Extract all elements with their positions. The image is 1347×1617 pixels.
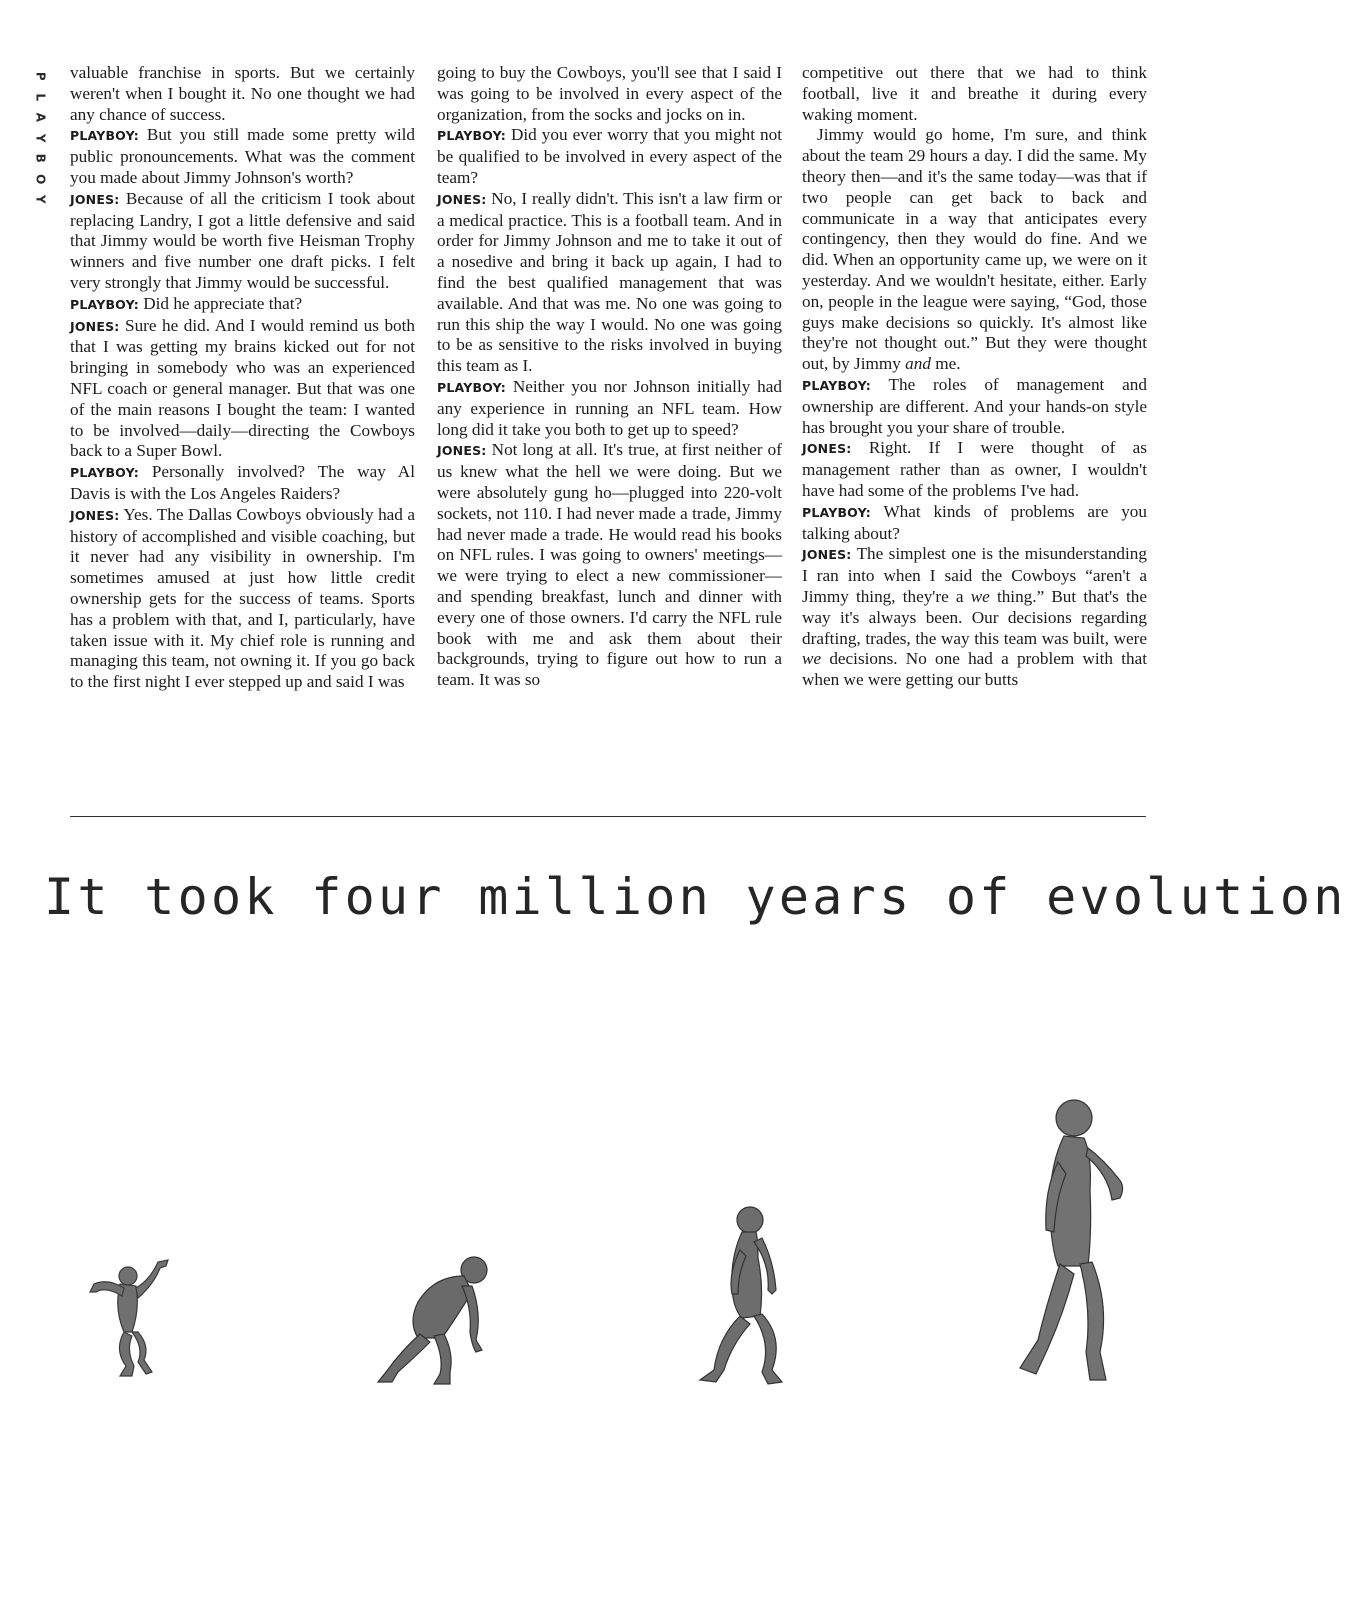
speaker-label: PLAYBOY:: [437, 379, 506, 395]
running-head: [30, 66, 50, 210]
paragraph-text: No, I really didn't. This isn't a law firm or a medical practice. This is a football team. And in order for Jimmy Johnson and me to take it out of a nosedive and bring it back up again, I had to find the best qualified management that was available. And that was me. No one was going to run this ship the way I would. No one was going to be as sensitive to the risks involved in buying this team as I.: [437, 188, 783, 376]
emphasis: we: [970, 586, 990, 606]
running-head-letter: L: [33, 92, 48, 101]
primate-3-icon: [692, 1198, 812, 1393]
paragraph-text: decisions. No one had a problem with that when we were getting our butts: [802, 649, 1148, 690]
paragraph: [802, 375, 1147, 438]
running-head-letter: O: [33, 173, 48, 184]
paragraph: [437, 440, 782, 691]
speaker-label: PLAYBOY:: [70, 465, 139, 481]
speaker-label: PLAYBOY:: [802, 504, 871, 520]
speaker-label: JONES:: [70, 318, 120, 334]
ad-headline: It took four million years of evolution: [44, 868, 1347, 926]
emphasis: we: [802, 649, 822, 669]
primate-1-icon: [80, 1254, 190, 1384]
paragraph-text: Jimmy would go home, I'm sure, and think about the team 29 hours a day. I did the same. My theory then—and it's the same today—was that if two people can get back to back and communicate in a way that anticipates every contingency, then they would do fine. And we did. When an opportunity came up, we were on it yesterday. And we wouldn't hesitate, either. Early on, people in the league were saying, “God, those guys make decisions so quickly. It's almost like they're not thought out.” But they were thought out, by Jimmy: [802, 125, 1147, 374]
paragraph: [802, 125, 1147, 375]
speaker-label: JONES:: [70, 191, 120, 207]
section-divider: [70, 816, 1146, 817]
running-head-letter: A: [33, 112, 48, 122]
paragraph: [437, 125, 782, 188]
primate-4-icon: [1000, 1090, 1150, 1395]
speaker-label: PLAYBOY:: [437, 128, 506, 144]
speaker-label: JONES:: [70, 507, 120, 523]
paragraph: [437, 189, 782, 377]
speaker-label: PLAYBOY:: [802, 377, 871, 393]
paragraph: [70, 63, 415, 125]
paragraph-text: Right. If I were thought of as management rather than as owner, I wouldn't have had some of the problems I've had.: [802, 438, 1147, 500]
speaker-label: JONES:: [802, 547, 852, 563]
paragraph: [437, 377, 782, 440]
paragraph-text: Personally involved? The way Al Davis is with the Los Angeles Raiders?: [70, 462, 415, 503]
running-head-letter: P: [33, 71, 48, 81]
paragraph-text: thing.” But that's the way it's always been. Our decisions regarding drafting, trades, the way this team was built, were: [802, 586, 1148, 648]
paragraph-text: The simplest one is the misunderstanding I ran into when I said the Cowboys “aren't a Jimmy thing, they're a: [802, 544, 1147, 606]
paragraph: [70, 294, 415, 316]
paragraph: [70, 125, 415, 188]
paragraph-text: Because of all the criticism I took about replacing Landry, I got a little defensive and said that Jimmy would be worth five Heisman Trophy winners and five number one draft picks. I felt very strongly that Jimmy would be successful.: [70, 188, 415, 292]
paragraph: [70, 505, 415, 693]
text-column-3: [802, 63, 1147, 691]
speaker-label: PLAYBOY:: [70, 128, 139, 144]
running-head-letter: Y: [33, 133, 48, 143]
paragraph-text: What kinds of problems are you talking about?: [802, 501, 1147, 543]
paragraph-text: Neither you nor Johnson initially had any experience in running an NFL team. How long did it take you both to get up to speed?: [437, 376, 782, 439]
paragraph-text: competitive out there that we had to think football, live it and breathe it during every waking moment.: [802, 63, 1147, 124]
text-column-2: [437, 63, 782, 691]
paragraph-text: The roles of management and ownership are different. And your hands-on style has brought you your share of trouble.: [802, 374, 1147, 437]
paragraph-text: But you still made some pretty wild public pronouncements. What was the comment you made about Jimmy Johnson's worth?: [70, 125, 415, 187]
paragraph: [802, 544, 1147, 691]
paragraph: [802, 502, 1147, 545]
emphasis: and: [905, 354, 931, 374]
paragraph: [437, 63, 782, 125]
paragraph-text: Sure he did. And I would remind us both that I was getting my brains kicked out for not bringing in somebody who was an experienced NFL coach or general manager. But that was one of the main reasons I bought the team: I wanted to be involved—daily—directing the Cowboys back to a Super Bowl.: [70, 315, 416, 461]
speaker-label: JONES:: [802, 441, 852, 457]
paragraph: [70, 462, 415, 505]
primate-2-icon: [372, 1246, 512, 1391]
paragraph: [802, 63, 1147, 125]
text-column-1: [70, 63, 415, 693]
speaker-label: PLAYBOY:: [70, 296, 139, 312]
running-head-letter: B: [33, 153, 48, 163]
paragraph-text: Not long at all. It's true, at first neither of us knew what the hell we were doing. But we were absolutely gung ho—plugged into 220-volt sockets, not 110. I had never made a trade, Jimmy had never made a trade. He would read his books on NFL rules. I was going to owners' meetings—we were trying to elect a new commissioner—and spending breakfast, lunch and dinner with every one of those owners. I'd carry the NFL rule book with me and ask them about their backgrounds, trying to figure out how to run a team. It was so: [437, 440, 782, 690]
paragraph-text: valuable franchise in sports. But we certainly weren't when I bought it. No one thought we had any chance of success.: [70, 63, 415, 124]
running-head-letter: Y: [33, 194, 48, 204]
speaker-label: JONES:: [437, 443, 487, 459]
paragraph: [70, 189, 415, 294]
speaker-label: JONES:: [437, 191, 487, 207]
paragraph: [802, 438, 1147, 501]
paragraph-text: me.: [935, 354, 961, 374]
paragraph: [70, 316, 415, 463]
paragraph-text: Yes. The Dallas Cowboys obviously had a history of accomplished and visible coaching, but it never had any visibility in ownership. I'm sometimes amused at just how little credit ownership gets for the success of teams. Sports has a problem with that, and I, particularly, have taken issue with it. My chief role is running and managing this team, not owning it. If you go back to the first night I ever stepped up and said I was: [70, 504, 415, 692]
paragraph-text: Did you ever worry that you might not be qualified to be involved in every aspect of the team?: [437, 125, 782, 187]
paragraph-text: Did he appreciate that?: [143, 293, 303, 313]
paragraph-text: going to buy the Cowboys, you'll see that I said I was going to be involved in every aspect of the organization, from the socks and jocks on in.: [437, 63, 782, 124]
